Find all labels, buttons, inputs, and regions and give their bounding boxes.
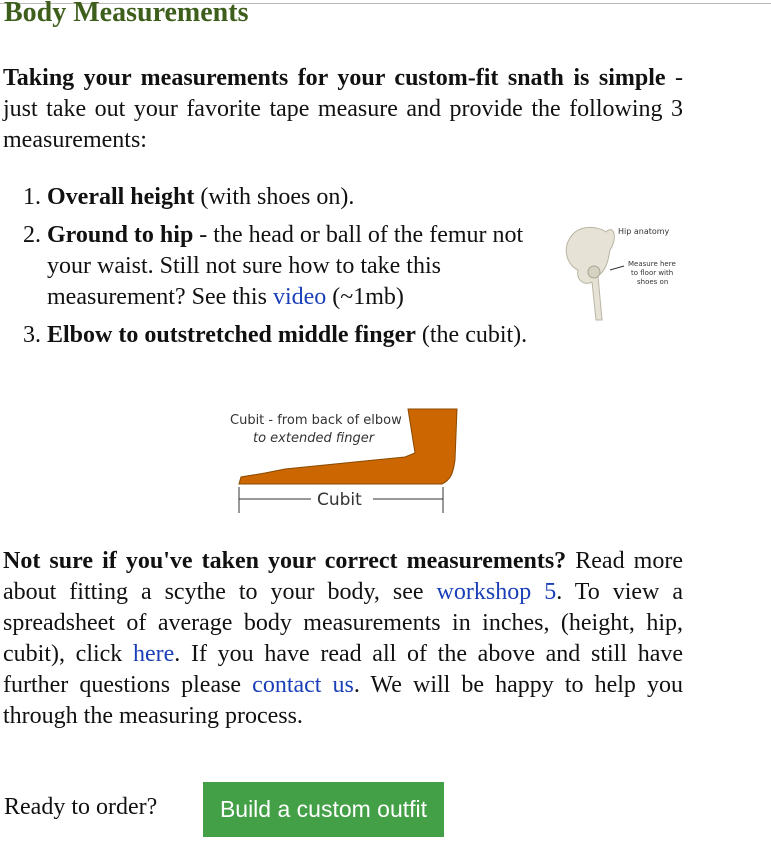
hip-note: Measure here — [628, 260, 676, 268]
list-item — [47, 182, 547, 213]
ready-to-order-label: Ready to order? — [4, 794, 158, 820]
list-item — [47, 320, 547, 351]
cubit-caption: to extended finger — [253, 431, 375, 446]
item-text: - the head or ball of the femur not your waist. Still not sure how to take this measurement? See this — [47, 222, 524, 310]
cubit-diagram-image — [225, 405, 460, 515]
help-text: Read more about fitting a scythe to your body, see — [3, 548, 683, 605]
measurement-list — [0, 182, 547, 358]
page-title: Body Measurements — [4, 0, 249, 28]
help-text: . If you have read all of the above and still have further questions please — [3, 641, 683, 698]
help-paragraph — [3, 546, 683, 732]
cubit-caption: Cubit - from back of elbow — [230, 413, 402, 428]
item-bold: Elbow to outstretched middle finger — [47, 322, 416, 348]
contact-us-link[interactable]: contact us — [252, 672, 354, 698]
item-text: (with shoes on). — [194, 184, 355, 210]
workshop-5-link[interactable]: workshop 5 — [436, 579, 557, 605]
hip-anatomy-image — [558, 220, 693, 322]
item-bold: Ground to hip — [47, 222, 194, 248]
spreadsheet-link[interactable]: here — [133, 641, 175, 667]
list-item — [47, 220, 547, 313]
video-link[interactable]: video — [272, 284, 327, 310]
intro-paragraph — [3, 63, 683, 156]
help-bold: Not sure if you've taken your correct measurements? — [3, 548, 567, 574]
item-text: (the cubit). — [415, 322, 528, 348]
hip-note: to floor with — [631, 269, 674, 277]
cubit-label: Cubit — [317, 490, 362, 510]
item-text: (~1mb) — [326, 284, 404, 310]
hip-note: shoes on — [637, 278, 669, 286]
item-bold: Overall height — [47, 184, 195, 210]
intro-text: - just take out your favorite tape measure and provide the following 3 measurements: — [3, 65, 683, 153]
help-text: . We will be happy to help you through the measuring process. — [3, 672, 684, 729]
build-custom-outfit-button[interactable]: Build a custom outfit — [203, 782, 444, 837]
hip-title: Hip anatomy — [618, 227, 670, 236]
help-text: . To view a spreadsheet of average body measurements in inches, (height, hip, cubit), click — [3, 579, 683, 667]
intro-bold: Taking your measurements for your custom-fit snath is simple — [3, 65, 666, 91]
